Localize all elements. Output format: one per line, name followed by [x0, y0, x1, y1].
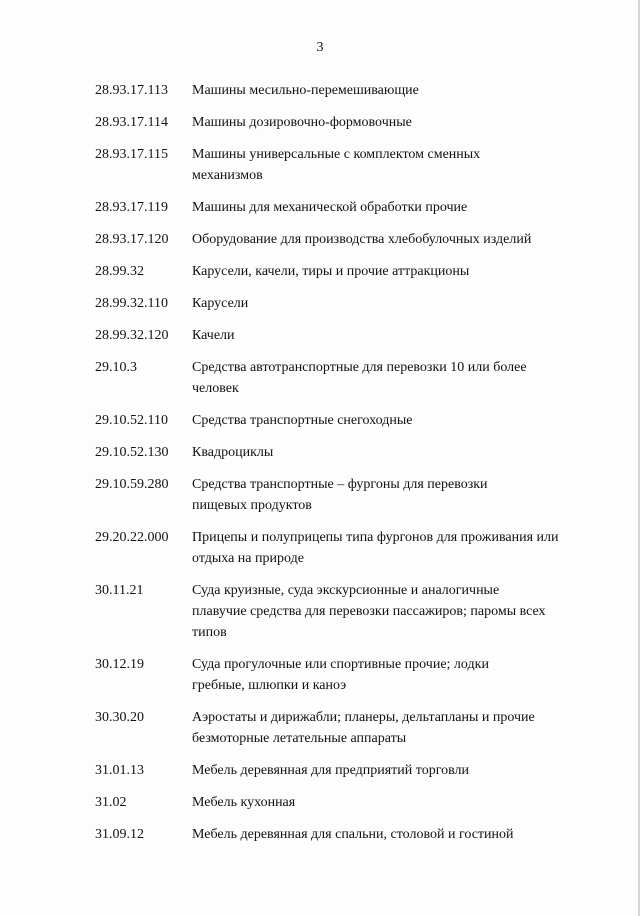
entry-code: 29.10.59.280 [95, 477, 169, 492]
entry-description: Аэростаты и дирижабли; планеры, дельтапланы и прочие безмоторные летательные аппараты [192, 710, 535, 746]
entry-description: Квадроциклы [192, 445, 274, 460]
entry-code: 28.99.32.110 [95, 296, 168, 311]
entry-description: Средства транспортные – фургоны для перевозки пищевых продуктов [192, 477, 488, 513]
entry-code: 28.93.17.119 [95, 200, 168, 215]
entry-description: Машины месильно-перемешивающие [192, 83, 419, 98]
entry-description: Оборудование для производства хлебобулочных изделий [192, 232, 532, 247]
entry-code: 28.93.17.120 [95, 232, 169, 247]
entry-code: 29.20.22.000 [95, 530, 169, 545]
entry-code: 28.93.17.114 [95, 115, 168, 130]
entry-description: Средства транспортные снегоходные [192, 413, 413, 428]
entry-code: 28.99.32.120 [95, 328, 169, 343]
entry-description: Карусели [192, 296, 249, 311]
entry-description: Мебель деревянная для предприятий торговли [192, 763, 470, 778]
entry-code: 31.02 [95, 795, 127, 810]
page-number: 3 [316, 40, 324, 55]
entry-description: Средства автотранспортные для перевозки 10 или более человек [192, 360, 527, 396]
entry-code: 28.99.32 [95, 264, 144, 279]
entry-description: Карусели, качели, тиры и прочие аттракционы [192, 264, 470, 279]
entry-code: 31.09.12 [95, 827, 144, 842]
entry-code: 28.93.17.115 [95, 147, 168, 162]
entry-description: Качели [192, 328, 235, 343]
entry-description: Машины дозировочно-формовочные [192, 115, 412, 130]
entry-description: Суда прогулочные или спортивные прочие; лодки гребные, шлюпки и каноэ [192, 657, 489, 693]
entry-description: Прицепы и полуприцепы типа фургонов для проживания или отдыха на природе [192, 530, 559, 566]
entry-code: 30.11.21 [95, 583, 144, 598]
entry-code: 30.12.19 [95, 657, 144, 672]
entry-description: Мебель кухонная [192, 795, 296, 810]
entry-code: 29.10.52.110 [95, 413, 168, 428]
entry-description: Суда круизные, суда экскурсионные и аналогичные плавучие средства для перевозки пассажиров; паромы всех типов [192, 583, 546, 640]
entry-code: 29.10.3 [95, 360, 137, 375]
entry-code: 28.93.17.113 [95, 83, 168, 98]
entry-description: Машины универсальные с комплектом сменных механизмов [192, 147, 481, 183]
entry-description: Машины для механической обработки прочие [192, 200, 468, 215]
entry-description: Мебель деревянная для спальни, столовой и гостиной [192, 827, 514, 842]
entry-code: 31.01.13 [95, 763, 144, 778]
entry-code: 29.10.52.130 [95, 445, 169, 460]
entry-code: 30.30.20 [95, 710, 144, 725]
